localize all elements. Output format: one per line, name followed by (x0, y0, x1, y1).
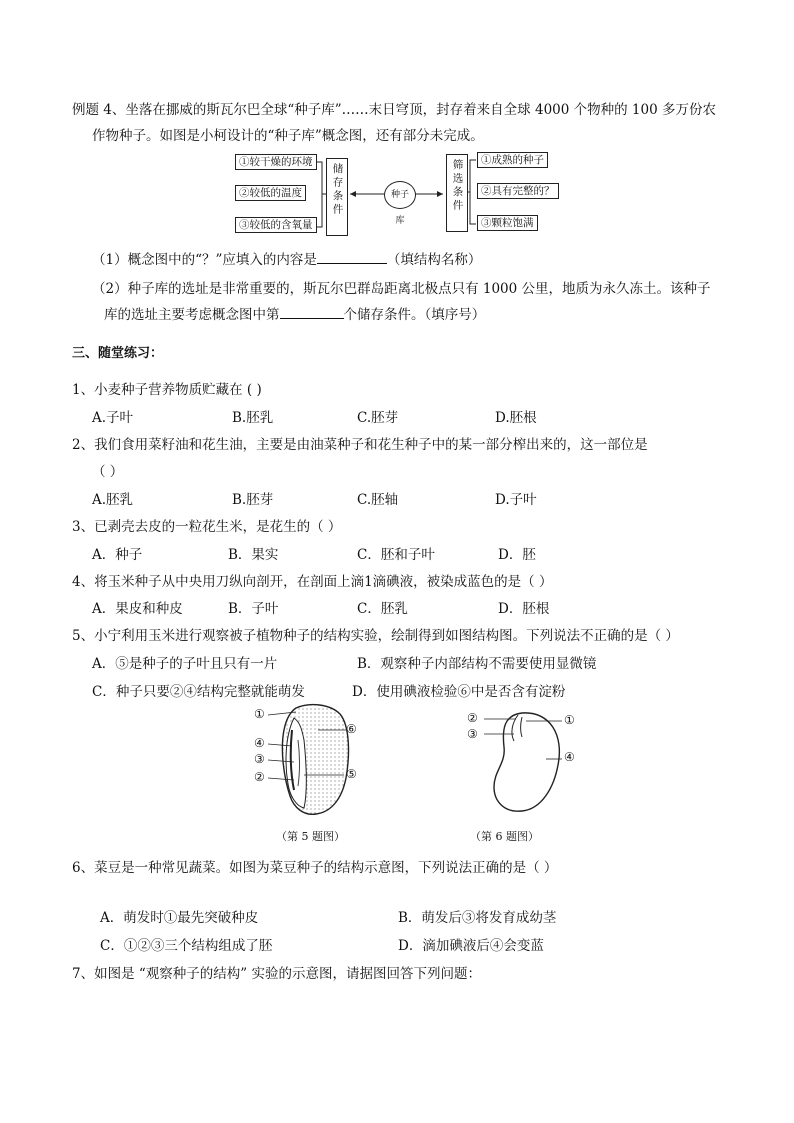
q6-option-b[interactable]: B．萌发后③将发育成幼茎 (398, 910, 557, 926)
q2-option-b[interactable]: B.胚芽 (232, 492, 274, 508)
q1-blank[interactable] (317, 250, 387, 264)
q1-option-d[interactable]: D.胚根 (495, 410, 537, 426)
fig5-caption: （第 5 题图） (276, 830, 345, 843)
example4-q1 (92, 248, 481, 268)
q1-stem: 1、小麦种子营养物质贮藏在 ( ) (72, 382, 262, 398)
q2-hint: 个储存条件。（填序号） (343, 307, 486, 323)
q2-blank[interactable] (280, 305, 344, 319)
fig5-label-4: ④ (254, 736, 265, 750)
q4-option-a[interactable]: A．果皮和种皮 (92, 601, 183, 617)
q1-option-c[interactable]: C.胚芽 (357, 410, 399, 426)
q1-hint: （填结构名称） (386, 252, 482, 268)
example4-q2-line2 (104, 303, 485, 323)
q3-option-d[interactable]: D．胚 (498, 547, 536, 563)
right-group-text: 筛选条件 (451, 159, 464, 213)
example4-line1: 例题 4、坐落在挪威的斯瓦尔巴全球“种子库”……末日穹顶，封存着来自全球 4000 个物种的 100 多万份农 (72, 102, 716, 118)
example4-line2: 作物种子。如图是小柯设计的“种子库”概念图，还有部分未完成。 (92, 128, 484, 144)
fig6-label-1: ① (564, 713, 575, 727)
q2-stem: 2、我们食用菜籽油和花生油，主要是由油菜种子和花生种子中的某一部分榨出来的，这一部位是 (72, 437, 648, 453)
right-item-2: ②具有完整的？ (477, 183, 559, 199)
fig6-label-2: ② (467, 711, 478, 725)
q5-option-d[interactable]: D．使用碘液检验⑥中是否含有淀粉 (352, 684, 566, 700)
q3-option-c[interactable]: C．胚和子叶 (357, 547, 435, 563)
q4-option-b[interactable]: B．子叶 (228, 601, 279, 617)
left-group-label (326, 158, 348, 236)
q2-option-d[interactable]: D.子叶 (495, 492, 537, 508)
fig5-label-5: ⑤ (346, 767, 357, 781)
left-item-3: ③较低的含氧量 (235, 217, 317, 233)
right-item-3: ③颗粒饱满 (477, 215, 538, 231)
q5-option-a[interactable]: A．⑤是种子的子叶且只有一片 (92, 656, 278, 672)
q4-stem: 4、将玉米种子从中央用刀纵向剖开，在剖面上滴1滴碘液，被染成蓝色的是（ ） (72, 574, 553, 590)
fig6-caption: （第 6 题图） (470, 830, 539, 843)
fig5-label-1: ① (254, 707, 265, 721)
q5-option-b[interactable]: B．观察种子内部结构不需要使用显微镜 (357, 656, 597, 672)
q3-option-b[interactable]: B．果实 (228, 547, 279, 563)
fig5-label-3: ③ (254, 752, 265, 766)
q2-option-a[interactable]: A.胚乳 (92, 492, 134, 508)
right-item-1: ①成熟的种子 (477, 152, 548, 168)
q6-option-a[interactable]: A．萌发时①最先突破种皮 (100, 910, 259, 926)
q5-stem: 5、小宁利用玉米进行观察被子植物种子的结构实验，绘制得到如图结构图。下列说法不正确的是（ ） (72, 628, 679, 644)
left-item-2: ②较低的温度 (235, 185, 306, 201)
q5-option-c[interactable]: C．种子只要②④结构完整就能萌发 (92, 684, 305, 700)
q2-stem2: （ ） (92, 464, 124, 480)
q4-option-c[interactable]: C．胚乳 (357, 601, 408, 617)
q2-text: 库的选址主要考虑概念图中第 (104, 307, 280, 323)
right-group-label (446, 154, 468, 232)
fig5-label-6: ⑥ (346, 722, 357, 736)
q6-option-d[interactable]: D．滴加碘液后④会变蓝 (398, 938, 544, 954)
left-item-1: ①较干燥的环境 (235, 154, 317, 170)
corn-seed-drawing (250, 700, 370, 820)
q2-option-c[interactable]: C.胚轴 (357, 492, 399, 508)
fig6-label-4: ④ (564, 750, 575, 764)
q4-option-d[interactable]: D．胚根 (498, 601, 550, 617)
q7-stem: 7、如图是 “观察种子的结构” 实验的示意图，请据图回答下列问题： (72, 966, 481, 982)
q6-stem: 6、菜豆是一种常见蔬菜。如图为菜豆种子的结构示意图，下列说法正确的是（ ） (72, 860, 558, 876)
fig5-label-2: ② (254, 770, 265, 784)
q3-stem: 3、已剥壳去皮的一粒花生米，是花生的（ ） (72, 519, 342, 535)
q1-option-b[interactable]: B.胚乳 (232, 410, 274, 426)
q1-text: （1）概念图中的“？”应填入的内容是 (92, 252, 317, 268)
q6-option-c[interactable]: C．①②③三个结构组成了胚 (100, 938, 273, 954)
section-title: 三、随堂练习： (72, 346, 164, 361)
example4-q2-line1: （2）种子库的选址是非常重要的，斯瓦尔巴群岛距离北极点只有 1000 公里，地质为永久冻土。该种子 (92, 281, 711, 297)
q1-option-a[interactable]: A.子叶 (92, 410, 134, 426)
fig6-label-3: ③ (467, 727, 478, 741)
q3-option-a[interactable]: A．种子 (92, 547, 143, 563)
left-group-text: 储存条件 (331, 163, 344, 217)
center-node: 种子库 (384, 181, 416, 209)
